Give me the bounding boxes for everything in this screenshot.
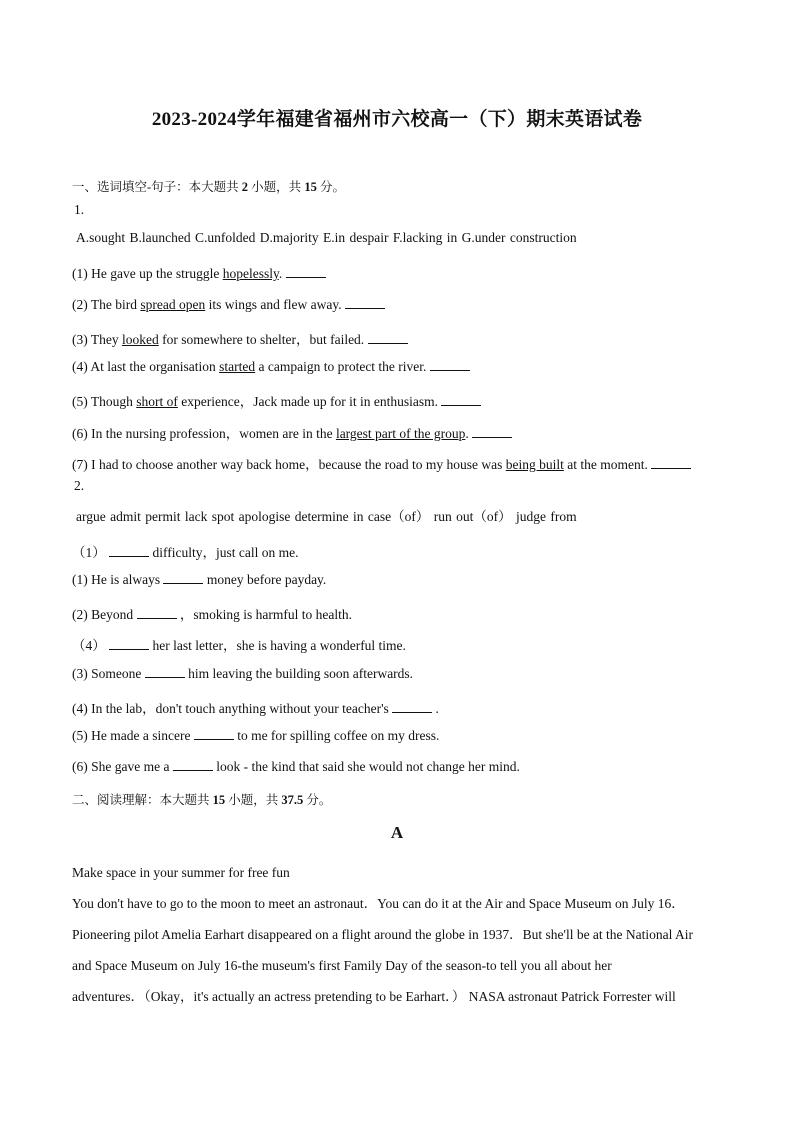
answer-blank[interactable] xyxy=(137,607,177,619)
answer-blank[interactable] xyxy=(286,266,326,278)
question-1-item: (4) At last the organisation started a campaign to protect the river. xyxy=(72,359,470,375)
section-1-score: 15 xyxy=(304,180,317,194)
question-1-item: (5) Though short of experience，Jack made up for it in enthusiasm. xyxy=(72,390,481,410)
question-1-options: A.sought B.launched C.unfolded D.majority E.in despair F.lacking in G.under construction xyxy=(76,230,577,245)
answer-blank[interactable] xyxy=(109,638,149,650)
answer-blank[interactable] xyxy=(430,359,470,371)
answer-blank[interactable] xyxy=(109,545,149,557)
question-1-item: (3) They looked for somewhere to shelter，but failed. xyxy=(72,328,408,348)
question-2-number: 2. xyxy=(74,478,85,493)
answer-blank[interactable] xyxy=(163,572,203,584)
passage-body xyxy=(72,857,722,1012)
passage-line: and Space Museum on July 16-the museum's first Family Day of the season-to tell you all about her xyxy=(72,958,612,973)
answer-blank[interactable] xyxy=(441,394,481,406)
question-1-item: (7) I had to choose another way back home，because the road to my house was being built at the moment. xyxy=(72,453,691,473)
question-2-options: argue admit permit lack spot apologise determine in case（of） run out（of） judge from xyxy=(76,509,577,524)
question-2-item: (6) She gave me a look - the kind that said she would not change her mind. xyxy=(72,759,520,774)
question-2-item: (2) Beyond ，smoking is harmful to health. xyxy=(72,607,352,622)
passage-line: You don't have to go to the moon to meet an astronaut．You can do it at the Air and Space Museum on July 16． xyxy=(72,896,685,911)
answer-blank[interactable] xyxy=(651,457,691,469)
question-1-number: 1. xyxy=(74,202,85,217)
question-2-item: （4） her last letter，she is having a wonderful time. xyxy=(72,638,406,653)
question-1-item: (2) The bird spread open its wings and flew away. xyxy=(72,297,385,313)
answer-blank[interactable] xyxy=(173,759,213,771)
section-1-heading: 一、选词填空-句子：本大题共 2 小题，共 15 分。 xyxy=(72,180,345,194)
question-2-item: （1） difficulty，just call on me. xyxy=(72,545,299,560)
answer-blank[interactable] xyxy=(145,666,185,678)
underlined-phrase: spread open xyxy=(140,297,206,312)
passage-line: Pioneering pilot Amelia Earhart disappeared on a flight around the globe in 1937．But she'll be at the National Air xyxy=(72,927,694,942)
answer-blank[interactable] xyxy=(392,701,432,713)
question-1-item: (6) In the nursing profession，women are in the largest part of the group. xyxy=(72,422,512,442)
underlined-phrase: started xyxy=(219,359,256,374)
question-1-item: (1) He gave up the struggle hopelessly. xyxy=(72,266,326,282)
passage-line: adventures．（Okay，it's actually an actress pretending to be Earhart．） NASA astronaut Patrick Forrester will xyxy=(72,989,676,1004)
section-2-question-count: 15 xyxy=(212,793,226,807)
underlined-phrase: largest part of the group xyxy=(335,426,466,441)
question-2-item: (3) Someone him leaving the building soon afterwards. xyxy=(72,666,414,681)
answer-blank[interactable] xyxy=(345,297,385,309)
question-2-item: (5) He made a sincere to me for spilling coffee on my dress. xyxy=(72,728,440,743)
question-2-item: (1) He is always money before payday. xyxy=(72,572,327,587)
question-2-item: (4) In the lab，don't touch anything without your teacher's . xyxy=(72,701,439,716)
section-2-score: 37.5 xyxy=(281,793,304,807)
answer-blank[interactable] xyxy=(368,332,408,344)
underlined-phrase: looked xyxy=(122,332,159,347)
section-1-question-count: 2 xyxy=(241,180,249,194)
answer-blank[interactable] xyxy=(472,426,512,438)
underlined-phrase: short of xyxy=(136,394,178,409)
exam-title: 2023-2024学年福建省福州市六校高一（下）期末英语试卷 xyxy=(151,109,643,130)
section-2-heading: 二、阅读理解：本大题共 15 小题，共 37.5 分。 xyxy=(72,793,332,807)
passage-title: Make space in your summer for free fun xyxy=(72,865,290,880)
passage-label: A xyxy=(390,823,404,842)
underlined-phrase: being built xyxy=(505,457,564,472)
underlined-phrase: hopelessly xyxy=(222,266,279,281)
answer-blank[interactable] xyxy=(194,728,234,740)
